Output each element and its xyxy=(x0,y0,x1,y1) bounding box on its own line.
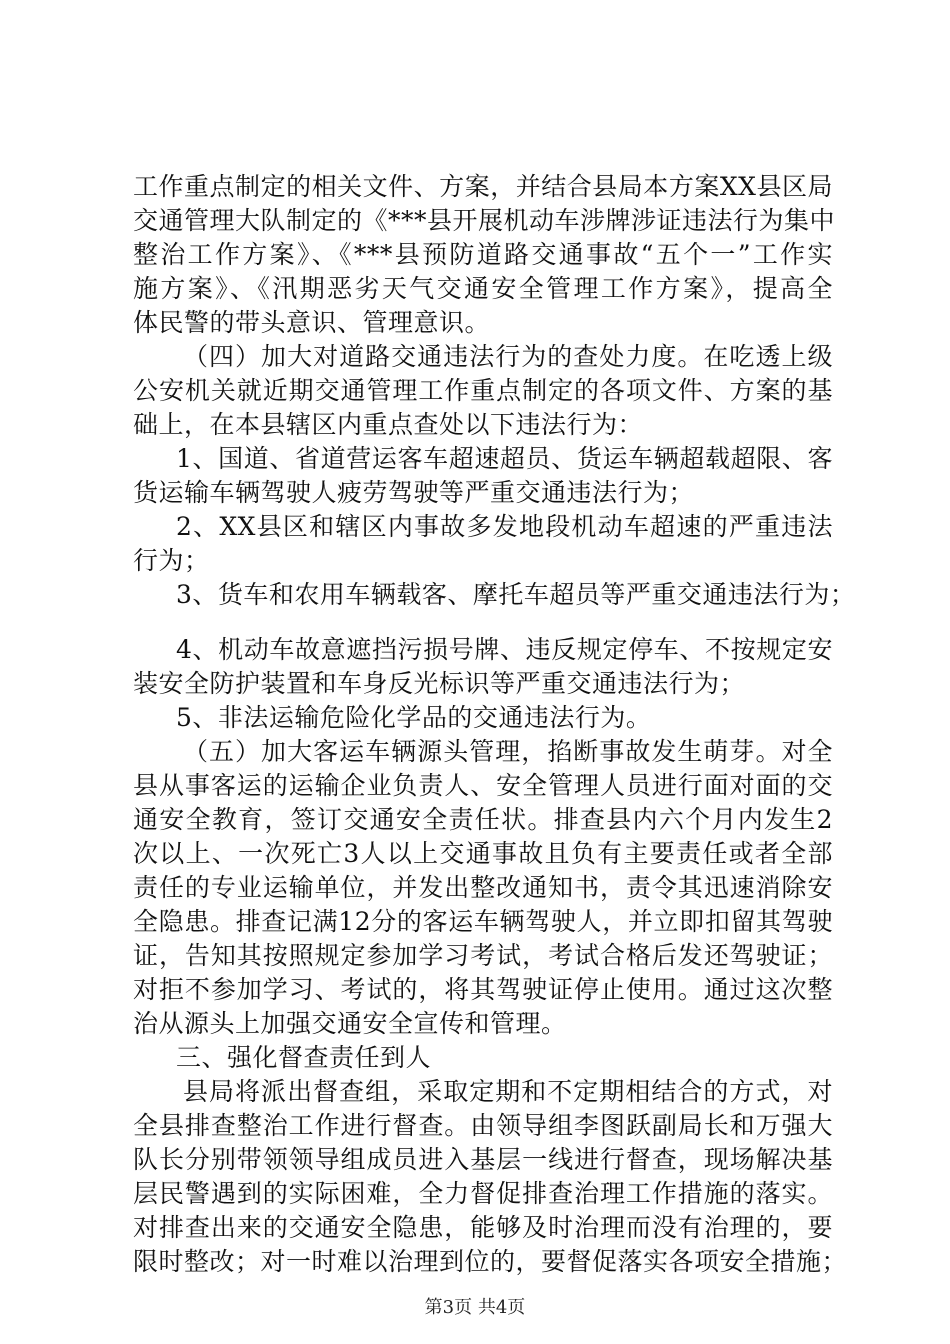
text-line: 治从源头上加强交通安全宣传和管理。 xyxy=(133,1009,567,1038)
text-line: 础上，在本县辖区内重点查处以下违法行为： xyxy=(133,410,644,439)
text-line: 工作重点制定的相关文件、方案，并结合县局本方案XX县区局 xyxy=(133,172,833,201)
text-line: 层民警遇到的实际困难，全力督促排查治理工作措施的落实。 xyxy=(133,1179,833,1208)
text-line: 对排查出来的交通安全隐患，能够及时治理而没有治理的，要 xyxy=(133,1213,833,1242)
text-line: 全县排查整治工作进行督查。由领导组李图跃副局长和万强大 xyxy=(133,1111,833,1140)
paragraph-start: （五）加大客运车辆源头管理，掐断事故发生萌芽。对全 xyxy=(183,737,833,766)
text-line: 限时整改；对一时难以治理到位的，要督促落实各项安全措施； xyxy=(133,1247,848,1276)
text-line: 货运输车辆驾驶人疲劳驾驶等严重交通违法行为； xyxy=(133,478,695,507)
text-line: 体民警的带头意识、管理意识。 xyxy=(133,308,491,337)
text-line: 通安全教育，签订交通安全责任状。排查县内六个月内发生2 xyxy=(133,805,833,834)
paragraph-start: （四）加大对道路交通违法行为的查处力度。在吃透上级 xyxy=(183,342,833,371)
text-line: 行为； xyxy=(133,546,210,575)
text-line: 施方案》、《汛期恶劣天气交通安全管理工作方案》，提高全 xyxy=(133,274,833,303)
text-line: 责任的专业运输单位，并发出整改通知书，责令其迅速消除安 xyxy=(133,873,833,902)
section-heading: 三、强化督查责任到人 xyxy=(176,1043,432,1072)
page-footer: 第3页 共4页 xyxy=(424,1297,526,1318)
text-line: 公安机关就近期交通管理工作重点制定的各项文件、方案的基 xyxy=(133,376,833,405)
text-line: 交通管理大队制定的《***县开展机动车涉牌涉证违法行为集中 xyxy=(133,206,836,235)
text-line: 整治工作方案》、《***县预防道路交通事故“五个一”工作实 xyxy=(133,240,833,269)
text-line: 证，告知其按照规定参加学习考试，考试合格后发还驾驶证； xyxy=(133,941,833,970)
text-line: 县从事客运的运输企业负责人、安全管理人员进行面对面的交 xyxy=(133,771,833,800)
text-line: 对拒不参加学习、考试的，将其驾驶证停止使用。通过这次整 xyxy=(133,975,833,1004)
paragraph-start: 县局将派出督查组，采取定期和不定期相结合的方式，对 xyxy=(183,1077,833,1106)
text-line: 装安全防护装置和车身反光标识等严重交通违法行为； xyxy=(133,669,746,698)
list-item: 2、XX县区和辖区内事故多发地段机动车超速的严重违法 xyxy=(176,512,833,541)
text-line: 队长分别带领领导组成员进入基层一线进行督查，现场解决基 xyxy=(133,1145,833,1174)
list-item: 3、货车和农用车辆载客、摩托车超员等严重交通违法行为； xyxy=(176,580,856,609)
list-item: 4、机动车故意遮挡污损号牌、违反规定停车、不按规定安 xyxy=(176,635,833,664)
text-line: 次以上、一次死亡3人以上交通事故且负有主要责任或者全部 xyxy=(133,839,833,868)
list-item: 5、非法运输危险化学品的交通违法行为。 xyxy=(176,703,652,732)
text-line: 全隐患。排查记满12分的客运车辆驾驶人，并立即扣留其驾驶 xyxy=(133,907,833,936)
list-item: 1、国道、省道营运客车超速超员、货运车辆超载超限、客 xyxy=(176,444,833,473)
